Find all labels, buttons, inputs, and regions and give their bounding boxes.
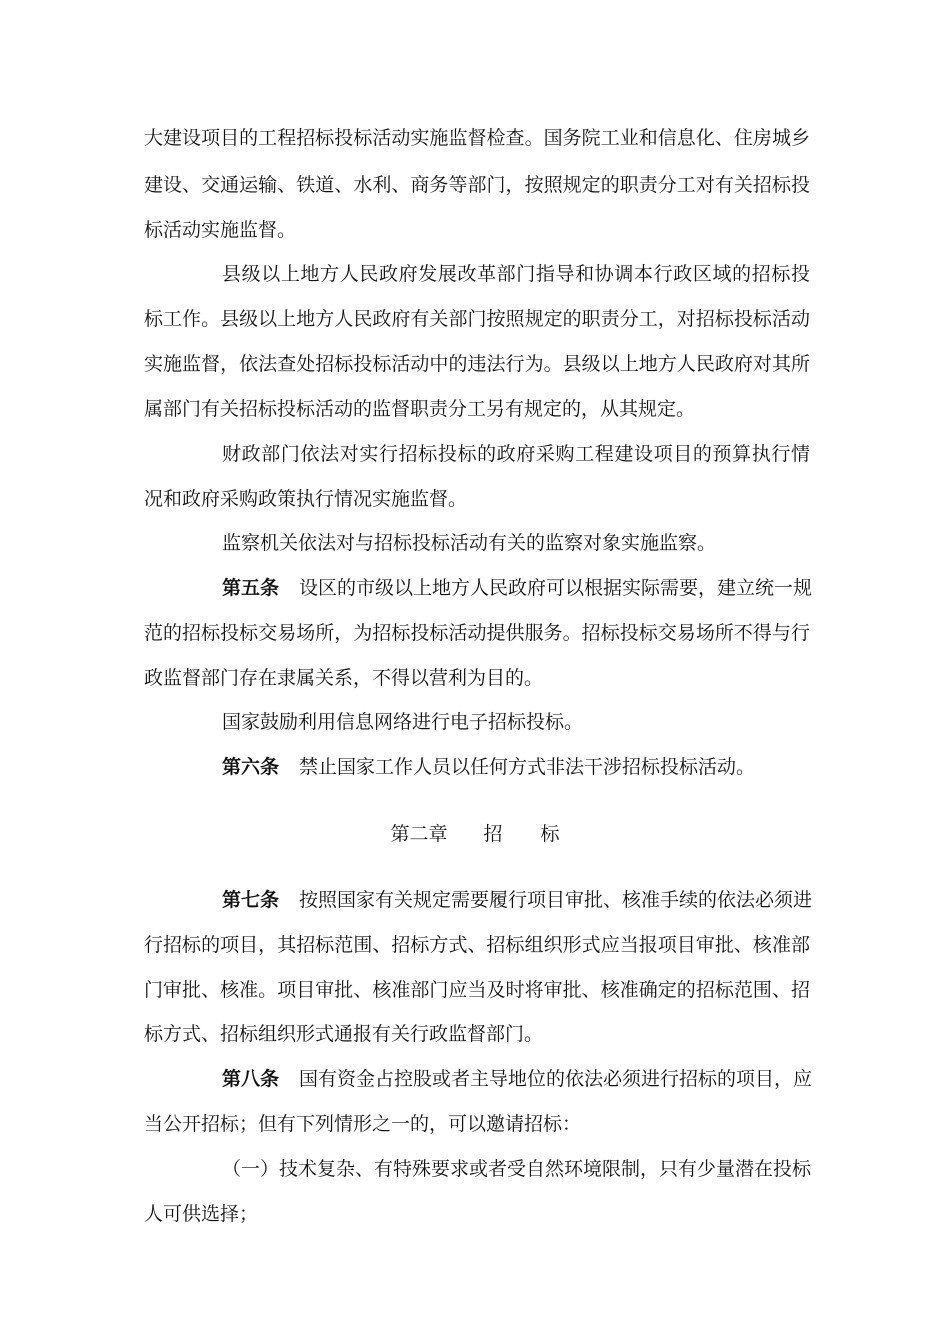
text-segment: 按照国家有关规定需要履行项目审批、核准手续的依法必须进 [299, 889, 813, 911]
text-segment: 禁止国家工作人员以任何方式非法干涉招标投标活动。 [299, 756, 756, 778]
chapter-name-char: 招 [483, 823, 503, 845]
text-line: （一）技术复杂、有特殊要求或者受自然环境限制，只有少量潜在投标 [222, 1158, 812, 1180]
text-segment: 设区的市级以上地方人民政府可以根据实际需要，建立统一规 [299, 577, 813, 599]
article-number-7: 第七条 [222, 889, 280, 911]
text-line: 行招标的项目，其招标范围、招标方式、招标组织形式应当报项目审批、核准部 [144, 934, 810, 956]
text-line: 政监督部门存在隶属关系，不得以营利为目的。 [144, 667, 544, 689]
text-line: 人可供选择； [144, 1203, 259, 1225]
article-line [222, 1067, 813, 1091]
text-line: 监察机关依法对与招标投标活动有关的监察对象实施监察。 [222, 532, 717, 554]
chapter-number: 第二章 [390, 823, 448, 845]
article-line [222, 888, 813, 912]
text-line: 标方式、招标组织形式通报有关行政监督部门。 [144, 1023, 544, 1045]
text-line: 实施监督，依法查处招标投标活动中的违法行为。县级以上地方人民政府对其所 [144, 353, 810, 375]
text-line: 国家鼓励利用信息网络进行电子招标投标。 [222, 711, 584, 733]
text-line: 标活动实施监督。 [144, 219, 297, 241]
article-number-5: 第五条 [222, 577, 280, 599]
article-line [222, 576, 813, 600]
text-line: 当公开招标；但有下列情形之一的，可以邀请招标： [144, 1113, 582, 1135]
text-line: 标工作。县级以上地方人民政府有关部门按照规定的职责分工，对招标投标活动 [144, 308, 810, 330]
text-line: 门审批、核准。项目审批、核准部门应当及时将审批、核准确定的招标范围、招 [144, 979, 810, 1001]
article-line [222, 755, 888, 779]
chapter-title [0, 822, 950, 846]
text-segment: 国有资金占控股或者主导地位的依法必须进行招标的项目，应 [299, 1068, 813, 1090]
article-number-6: 第六条 [222, 756, 280, 778]
text-line: 大建设项目的工程招标投标活动实施监督检查。国务院工业和信息化、住房城乡 [144, 127, 810, 149]
text-line: 财政部门依法对实行招标投标的政府采购工程建设项目的预算执行情 [222, 443, 810, 465]
chapter-name-char: 标 [540, 823, 560, 845]
text-line: 况和政府采购政策执行情况实施监督。 [144, 488, 468, 510]
article-number-8: 第八条 [222, 1068, 280, 1090]
text-line: 范的招标投标交易场所，为招标投标活动提供服务。招标投标交易场所不得与行 [144, 622, 810, 644]
text-line: 属部门有关招标投标活动的监督职责分工另有规定的，从其规定。 [144, 398, 696, 420]
text-line: 县级以上地方人民政府发展改革部门指导和协调本行政区域的招标投 [222, 263, 810, 285]
text-line: 建设、交通运输、铁道、水利、商务等部门，按照规定的职责分工对有关招标投 [144, 174, 810, 196]
